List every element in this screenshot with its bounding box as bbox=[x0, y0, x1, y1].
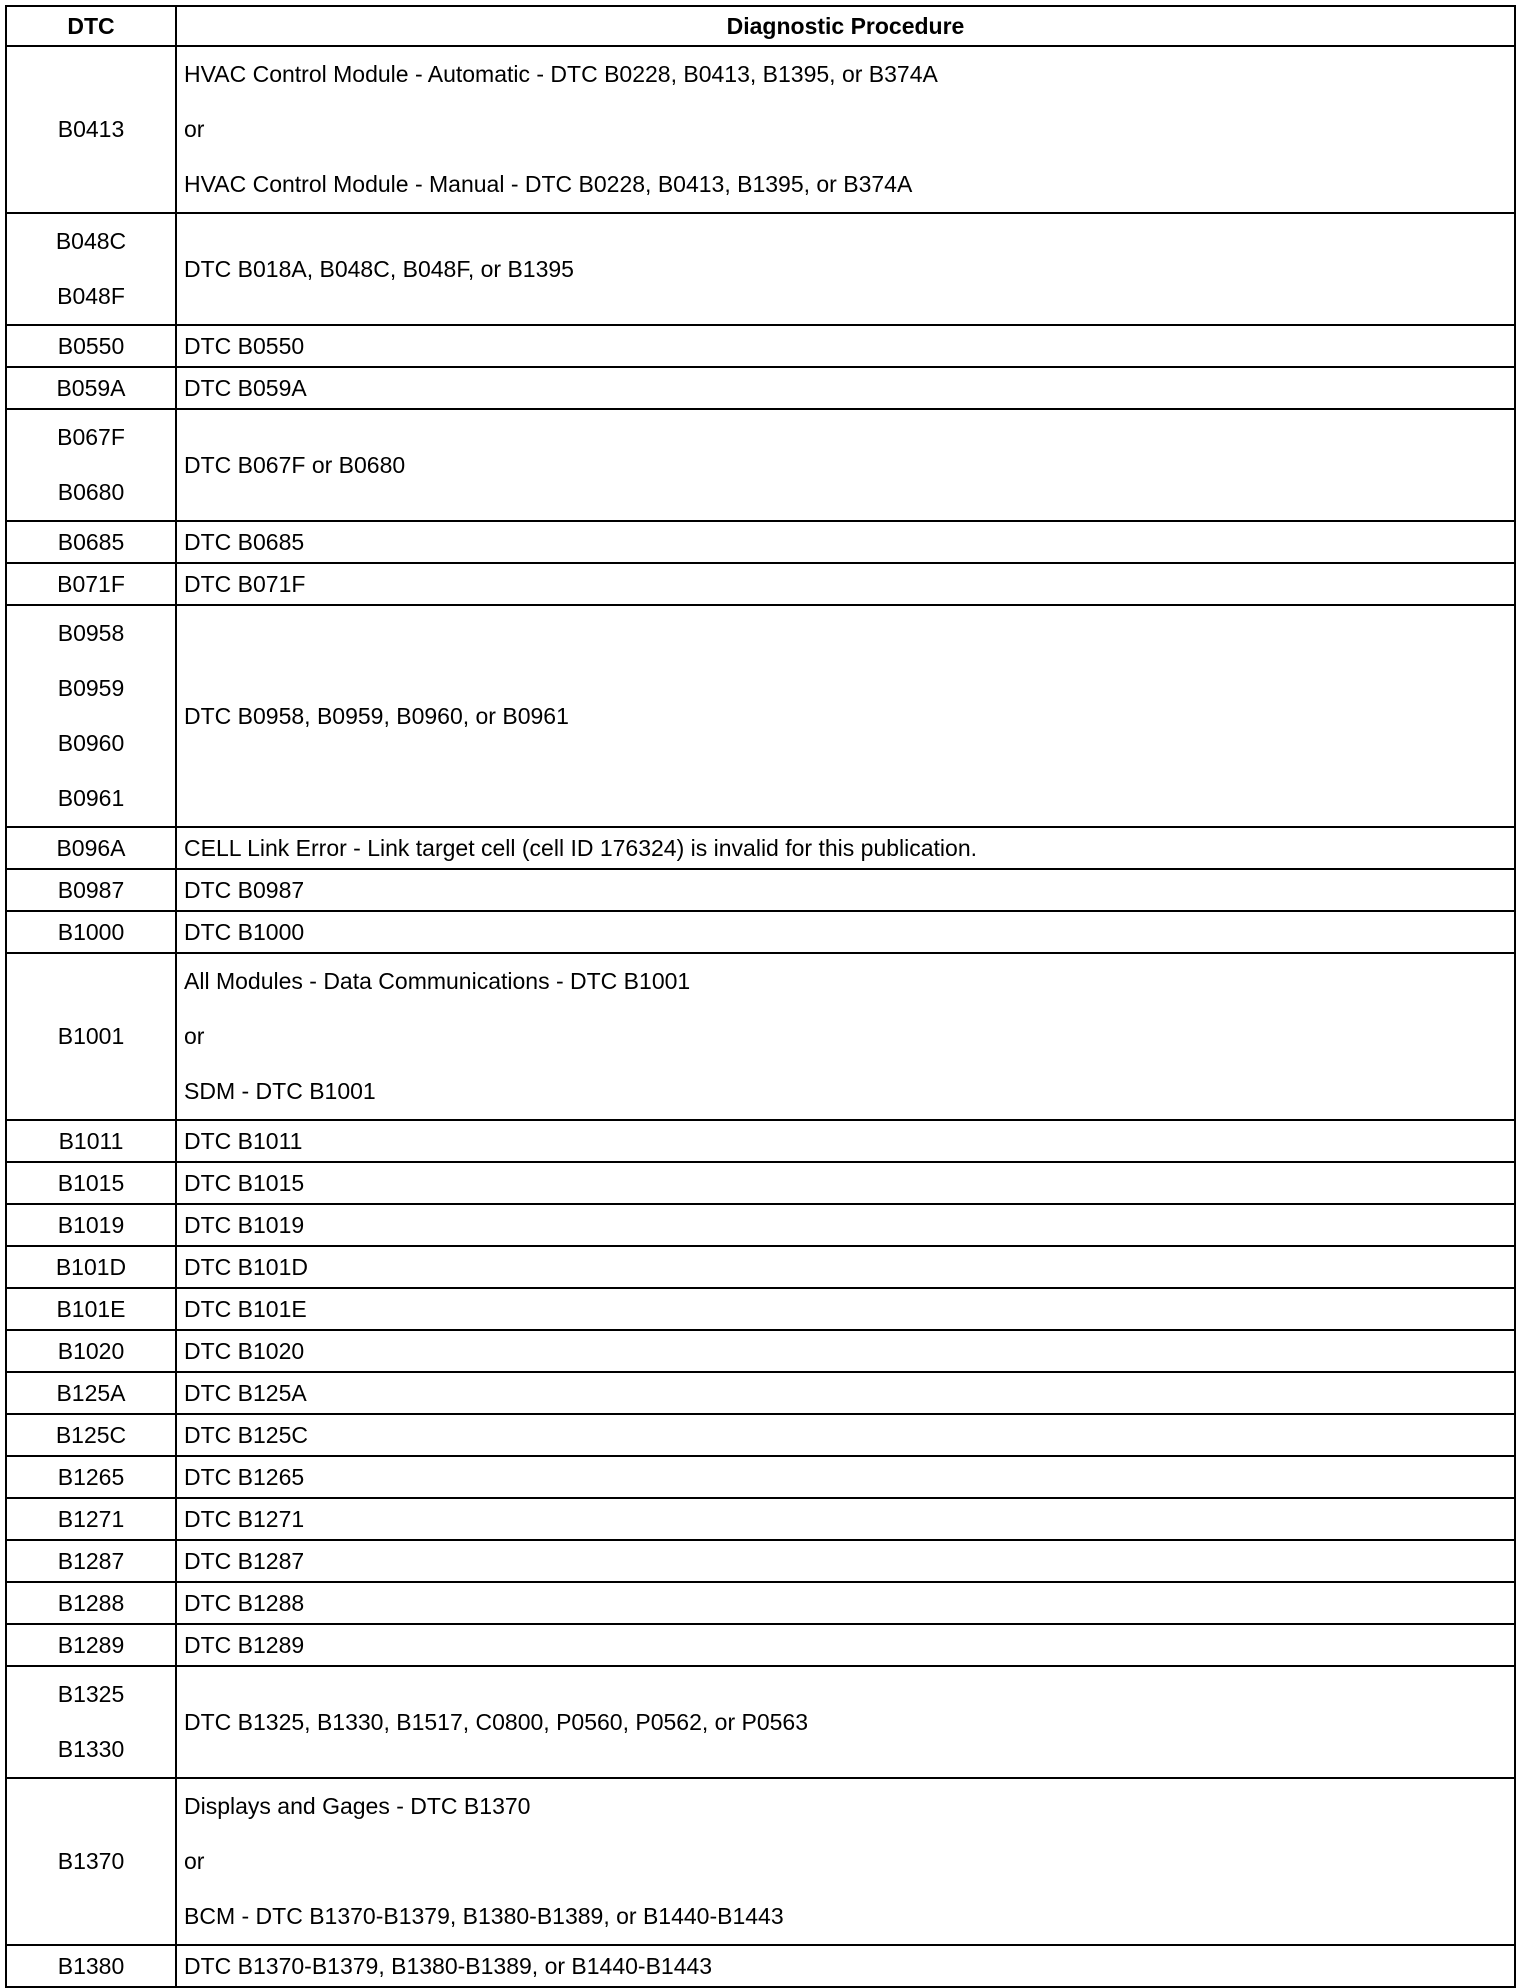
table-row bbox=[6, 869, 1515, 911]
procedure-cell: DTC B101E bbox=[176, 1288, 1515, 1330]
table-row bbox=[6, 605, 1515, 827]
procedure-line: All Modules - Data Communications - DTC B1001 bbox=[184, 968, 691, 994]
table-header-row bbox=[6, 6, 1515, 46]
dtc-code: B0413 bbox=[57, 116, 125, 142]
procedure-cell: DTC B1015 bbox=[176, 1162, 1515, 1204]
dtc-code: B067F bbox=[57, 424, 125, 450]
dtc-cell: B0550 bbox=[6, 325, 176, 367]
procedure-line: DTC B0958, B0959, B0960, or B0961 bbox=[184, 702, 569, 729]
dtc-cell bbox=[6, 1778, 176, 1945]
header-diagnostic-procedure: Diagnostic Procedure bbox=[176, 6, 1515, 46]
dtc-code: B1001 bbox=[57, 1023, 125, 1049]
dtc-cell: B0685 bbox=[6, 521, 176, 563]
dtc-code: B1370 bbox=[57, 1848, 125, 1874]
table-row bbox=[6, 409, 1515, 521]
dtc-cell: B071F bbox=[6, 563, 176, 605]
table-row bbox=[6, 367, 1515, 409]
table-row bbox=[6, 1624, 1515, 1666]
procedure-cell bbox=[176, 1666, 1515, 1778]
dtc-cell: B1011 bbox=[6, 1120, 176, 1162]
dtc-cell: B125C bbox=[6, 1414, 176, 1456]
table-row bbox=[6, 911, 1515, 953]
table-body bbox=[6, 46, 1515, 1987]
table-row bbox=[6, 1288, 1515, 1330]
dtc-cell: B1288 bbox=[6, 1582, 176, 1624]
dtc-cell: B0987 bbox=[6, 869, 176, 911]
dtc-cell: B1271 bbox=[6, 1498, 176, 1540]
dtc-cell: B096A bbox=[6, 827, 176, 869]
procedure-line: SDM - DTC B1001 bbox=[184, 1078, 376, 1104]
dtc-cell: B1015 bbox=[6, 1162, 176, 1204]
table-row bbox=[6, 1778, 1515, 1945]
dtc-cell: B101E bbox=[6, 1288, 176, 1330]
dtc-cell: B125A bbox=[6, 1372, 176, 1414]
procedure-cell bbox=[176, 409, 1515, 521]
procedure-line: BCM - DTC B1370-B1379, B1380-B1389, or B1440-B1443 bbox=[184, 1903, 784, 1929]
procedure-or: or bbox=[184, 116, 205, 142]
dtc-cell: B1019 bbox=[6, 1204, 176, 1246]
table-row bbox=[6, 521, 1515, 563]
procedure-cell: DTC B1000 bbox=[176, 911, 1515, 953]
procedure-line: HVAC Control Module - Automatic - DTC B0228, B0413, B1395, or B374A bbox=[184, 61, 938, 87]
procedure-line: DTC B067F or B0680 bbox=[184, 451, 406, 478]
dtc-code: B048C bbox=[55, 228, 127, 254]
procedure-cell: DTC B1011 bbox=[176, 1120, 1515, 1162]
table-row bbox=[6, 1246, 1515, 1288]
procedure-or: or bbox=[184, 1023, 205, 1049]
procedure-cell: DTC B071F bbox=[176, 563, 1515, 605]
procedure-cell: CELL Link Error - Link target cell (cell ID 176324) is invalid for this publication. bbox=[176, 827, 1515, 869]
dtc-cell bbox=[6, 46, 176, 213]
dtc-cell: B1020 bbox=[6, 1330, 176, 1372]
dtc-cell bbox=[6, 1666, 176, 1778]
procedure-cell: DTC B125A bbox=[176, 1372, 1515, 1414]
dtc-code: B0960 bbox=[57, 730, 125, 756]
header-dtc: DTC bbox=[6, 6, 176, 46]
procedure-cell: DTC B1287 bbox=[176, 1540, 1515, 1582]
procedure-cell: DTC B0987 bbox=[176, 869, 1515, 911]
procedure-cell: DTC B0685 bbox=[176, 521, 1515, 563]
dtc-code: B048F bbox=[57, 283, 125, 309]
procedure-cell: DTC B1019 bbox=[176, 1204, 1515, 1246]
table-row bbox=[6, 1330, 1515, 1372]
table-row bbox=[6, 1456, 1515, 1498]
dtc-cell: B1289 bbox=[6, 1624, 176, 1666]
dtc-cell: B059A bbox=[6, 367, 176, 409]
table-row bbox=[6, 1414, 1515, 1456]
table-row bbox=[6, 1162, 1515, 1204]
table-row bbox=[6, 563, 1515, 605]
dtc-cell bbox=[6, 213, 176, 325]
procedure-cell: DTC B101D bbox=[176, 1246, 1515, 1288]
dtc-code: B0961 bbox=[57, 785, 125, 811]
procedure-cell bbox=[176, 605, 1515, 827]
table-row bbox=[6, 827, 1515, 869]
dtc-cell bbox=[6, 953, 176, 1120]
dtc-cell: B1380 bbox=[6, 1945, 176, 1987]
table-row bbox=[6, 953, 1515, 1120]
dtc-cell: B1000 bbox=[6, 911, 176, 953]
dtc-procedure-table bbox=[5, 5, 1516, 1988]
table-row bbox=[6, 1540, 1515, 1582]
table-row bbox=[6, 1582, 1515, 1624]
procedure-cell: DTC B1370-B1379, B1380-B1389, or B1440-B1443 bbox=[176, 1945, 1515, 1987]
procedure-cell bbox=[176, 213, 1515, 325]
procedure-cell bbox=[176, 1778, 1515, 1945]
procedure-cell: DTC B125C bbox=[176, 1414, 1515, 1456]
table-row bbox=[6, 1666, 1515, 1778]
procedure-cell: DTC B1289 bbox=[176, 1624, 1515, 1666]
table-row bbox=[6, 213, 1515, 325]
procedure-cell: DTC B1271 bbox=[176, 1498, 1515, 1540]
procedure-line: DTC B1325, B1330, B1517, C0800, P0560, P0562, or P0563 bbox=[184, 1708, 808, 1735]
procedure-line: HVAC Control Module - Manual - DTC B0228, B0413, B1395, or B374A bbox=[184, 171, 913, 197]
table-row bbox=[6, 1498, 1515, 1540]
dtc-cell: B1287 bbox=[6, 1540, 176, 1582]
table-row bbox=[6, 325, 1515, 367]
procedure-cell: DTC B1288 bbox=[176, 1582, 1515, 1624]
dtc-code: B1330 bbox=[57, 1736, 125, 1762]
procedure-cell bbox=[176, 953, 1515, 1120]
table-row bbox=[6, 1372, 1515, 1414]
dtc-cell: B1265 bbox=[6, 1456, 176, 1498]
procedure-cell: DTC B059A bbox=[176, 367, 1515, 409]
dtc-code: B1325 bbox=[57, 1681, 125, 1707]
table-row bbox=[6, 46, 1515, 213]
table-row bbox=[6, 1204, 1515, 1246]
dtc-code: B0680 bbox=[57, 479, 125, 505]
dtc-code: B0959 bbox=[57, 675, 125, 701]
procedure-cell bbox=[176, 46, 1515, 213]
procedure-or: or bbox=[184, 1848, 205, 1874]
table-row bbox=[6, 1945, 1515, 1987]
procedure-cell: DTC B1020 bbox=[176, 1330, 1515, 1372]
procedure-cell: DTC B0550 bbox=[176, 325, 1515, 367]
table-row bbox=[6, 1120, 1515, 1162]
procedure-line: Displays and Gages - DTC B1370 bbox=[184, 1793, 531, 1819]
dtc-cell bbox=[6, 409, 176, 521]
dtc-code: B0958 bbox=[57, 620, 125, 646]
dtc-cell: B101D bbox=[6, 1246, 176, 1288]
procedure-line: DTC B018A, B048C, B048F, or B1395 bbox=[184, 255, 574, 282]
procedure-cell: DTC B1265 bbox=[176, 1456, 1515, 1498]
dtc-cell bbox=[6, 605, 176, 827]
